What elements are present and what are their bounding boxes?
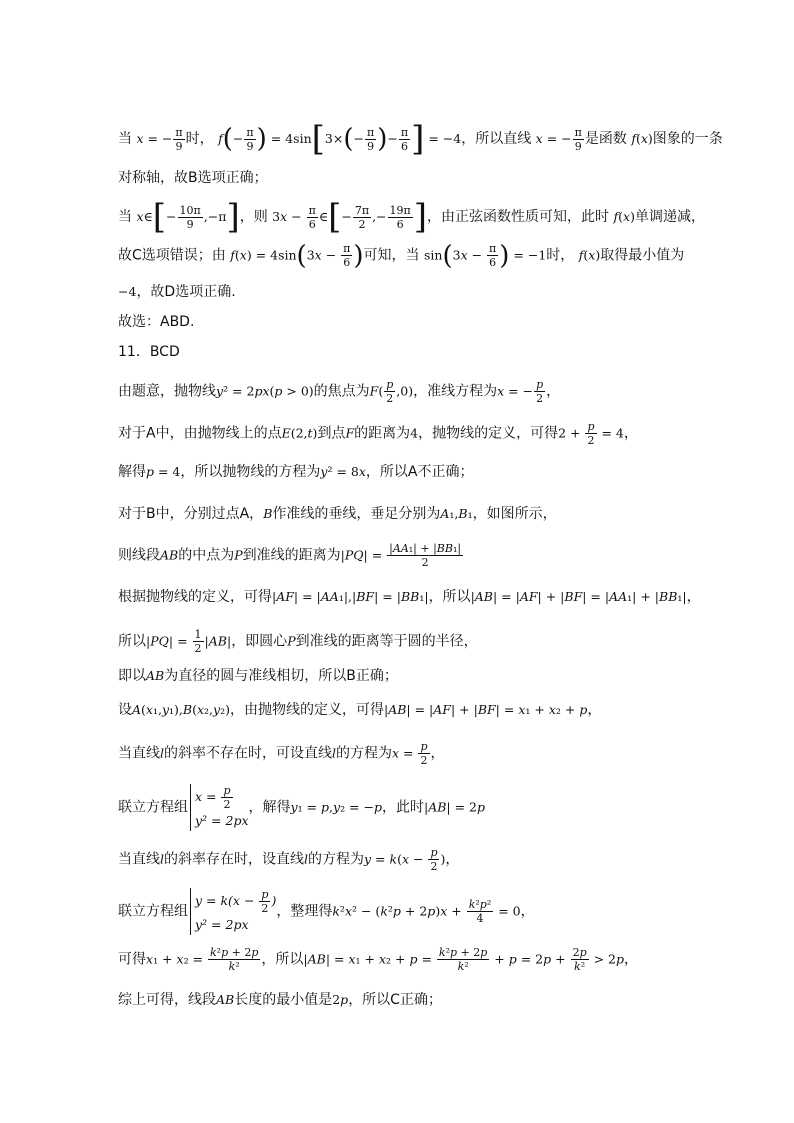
line-15: 联立方程组 x = $\frac{p}{2}$ y² = 2px ，解得y₁ = p,y₂ = −p，此时|AB| = 2p — [118, 784, 485, 831]
line-2b: 故C选项错误；由 f(x) = 4sin(3x − $\frac{\pi}{6}$ )可知，当 sin(3x − $\frac{\pi}{6}$ ) = −1时， f(x)取得最小值为 — [118, 240, 685, 271]
line-7: 解得p = 4，所以抛物线的方程为y² = 8x，所以A不正确； — [118, 464, 474, 480]
line-5: 由题意，抛物线y² = 2px(p > 0)的焦点为F( $\frac{p}{2}$ ,0)，准线方程为x = − $\frac{p}{2}$ ， — [118, 378, 561, 405]
line-14: 当直线l的斜率不存在时，可设直线l的方程为x = $\frac{p}{2}$ ， — [118, 740, 445, 767]
line-3: 故选：ABD. — [118, 314, 195, 330]
line-16: 当直线l的斜率存在时，设直线l的方程为y = k(x − $\frac{p}{2}$ )， — [118, 846, 460, 873]
line-1b: 对称轴，故B选项正确； — [118, 170, 268, 186]
line-2a: 当 x∈[− $\frac{10\pi}{9}$ ,−π]，则 3x − $\frac{\pi}{6}$ ∈[− $\frac{7\pi}{2}$ ,− $\frac{19\pi}{6}$ ]，由正弦函数性质可知，此时 f(x)单调递减， — [118, 197, 705, 237]
line-17: 联立方程组 y = k(x − $\frac{p}{2}$ ) y² = 2px ，整理得k²x² − (k²p + 2p)x + $\frac{\text{k²p²}}{4}$ = 0， — [118, 888, 535, 935]
line-2c: −4，故D选项正确. — [118, 284, 236, 300]
line-19: 综上可得，线段AB长度的最小值是2p，所以C正确； — [118, 992, 442, 1008]
line-4: 11．BCD — [118, 344, 180, 360]
line-6: 对于A中，由抛物线上的点E(2,t)到点F的距离为4，抛物线的定义，可得2 + $\frac{p}{2}$ = 4， — [118, 420, 638, 447]
line-11: 所以|PQ| = $\frac{1}{2}$ |AB|，即圆心P到准线的距离等于圆的半径， — [118, 628, 478, 655]
line-1a: 当 x = − $\frac{\pi}{9}$ 时， f(− $\frac{\pi}{9}$ ) = 4sin[3×(− $\frac{\pi}{9}$ )− $\frac{\pi}{6}$ ] = −4，所以直线 x = − $\frac{\pi}{9}$ 是函数 f(x)图象的一条 — [118, 119, 723, 159]
line-13: 设A(x₁,y₁),B(x₂,y₂)，由抛物线的定义，可得|AB| = |AF| + |BF| = x₁ + x₂ + p， — [118, 702, 602, 718]
line-9: 则线段AB的中点为P到准线的距离为|PQ| = $\frac{\text{|AA₁| + |BB₁|}}{2}$ — [118, 542, 462, 569]
line-10: 根据抛物线的定义，可得|AF| = |AA₁|,|BF| = |BB₁|，所以|AB| = |AF| + |BF| = |AA₁| + |BB₁|， — [118, 589, 701, 605]
line-18: 可得x₁ + x₂ = $\frac{\text{k²p + 2p}}{\text{k²}}$ ，所以|AB| = x₁ + x₂ + p = $\frac{\text{k²p + 2p}}{\text{k²}}$ + p = 2p + $\frac{2p}{\text{k²}}$ > 2p， — [118, 946, 639, 973]
line-8: 对于B中，分别过点A，B作准线的垂线，垂足分别为A₁,B₁，如图所示， — [118, 506, 557, 522]
line-12: 即以AB为直径的圆与准线相切，所以B正确； — [118, 668, 398, 684]
